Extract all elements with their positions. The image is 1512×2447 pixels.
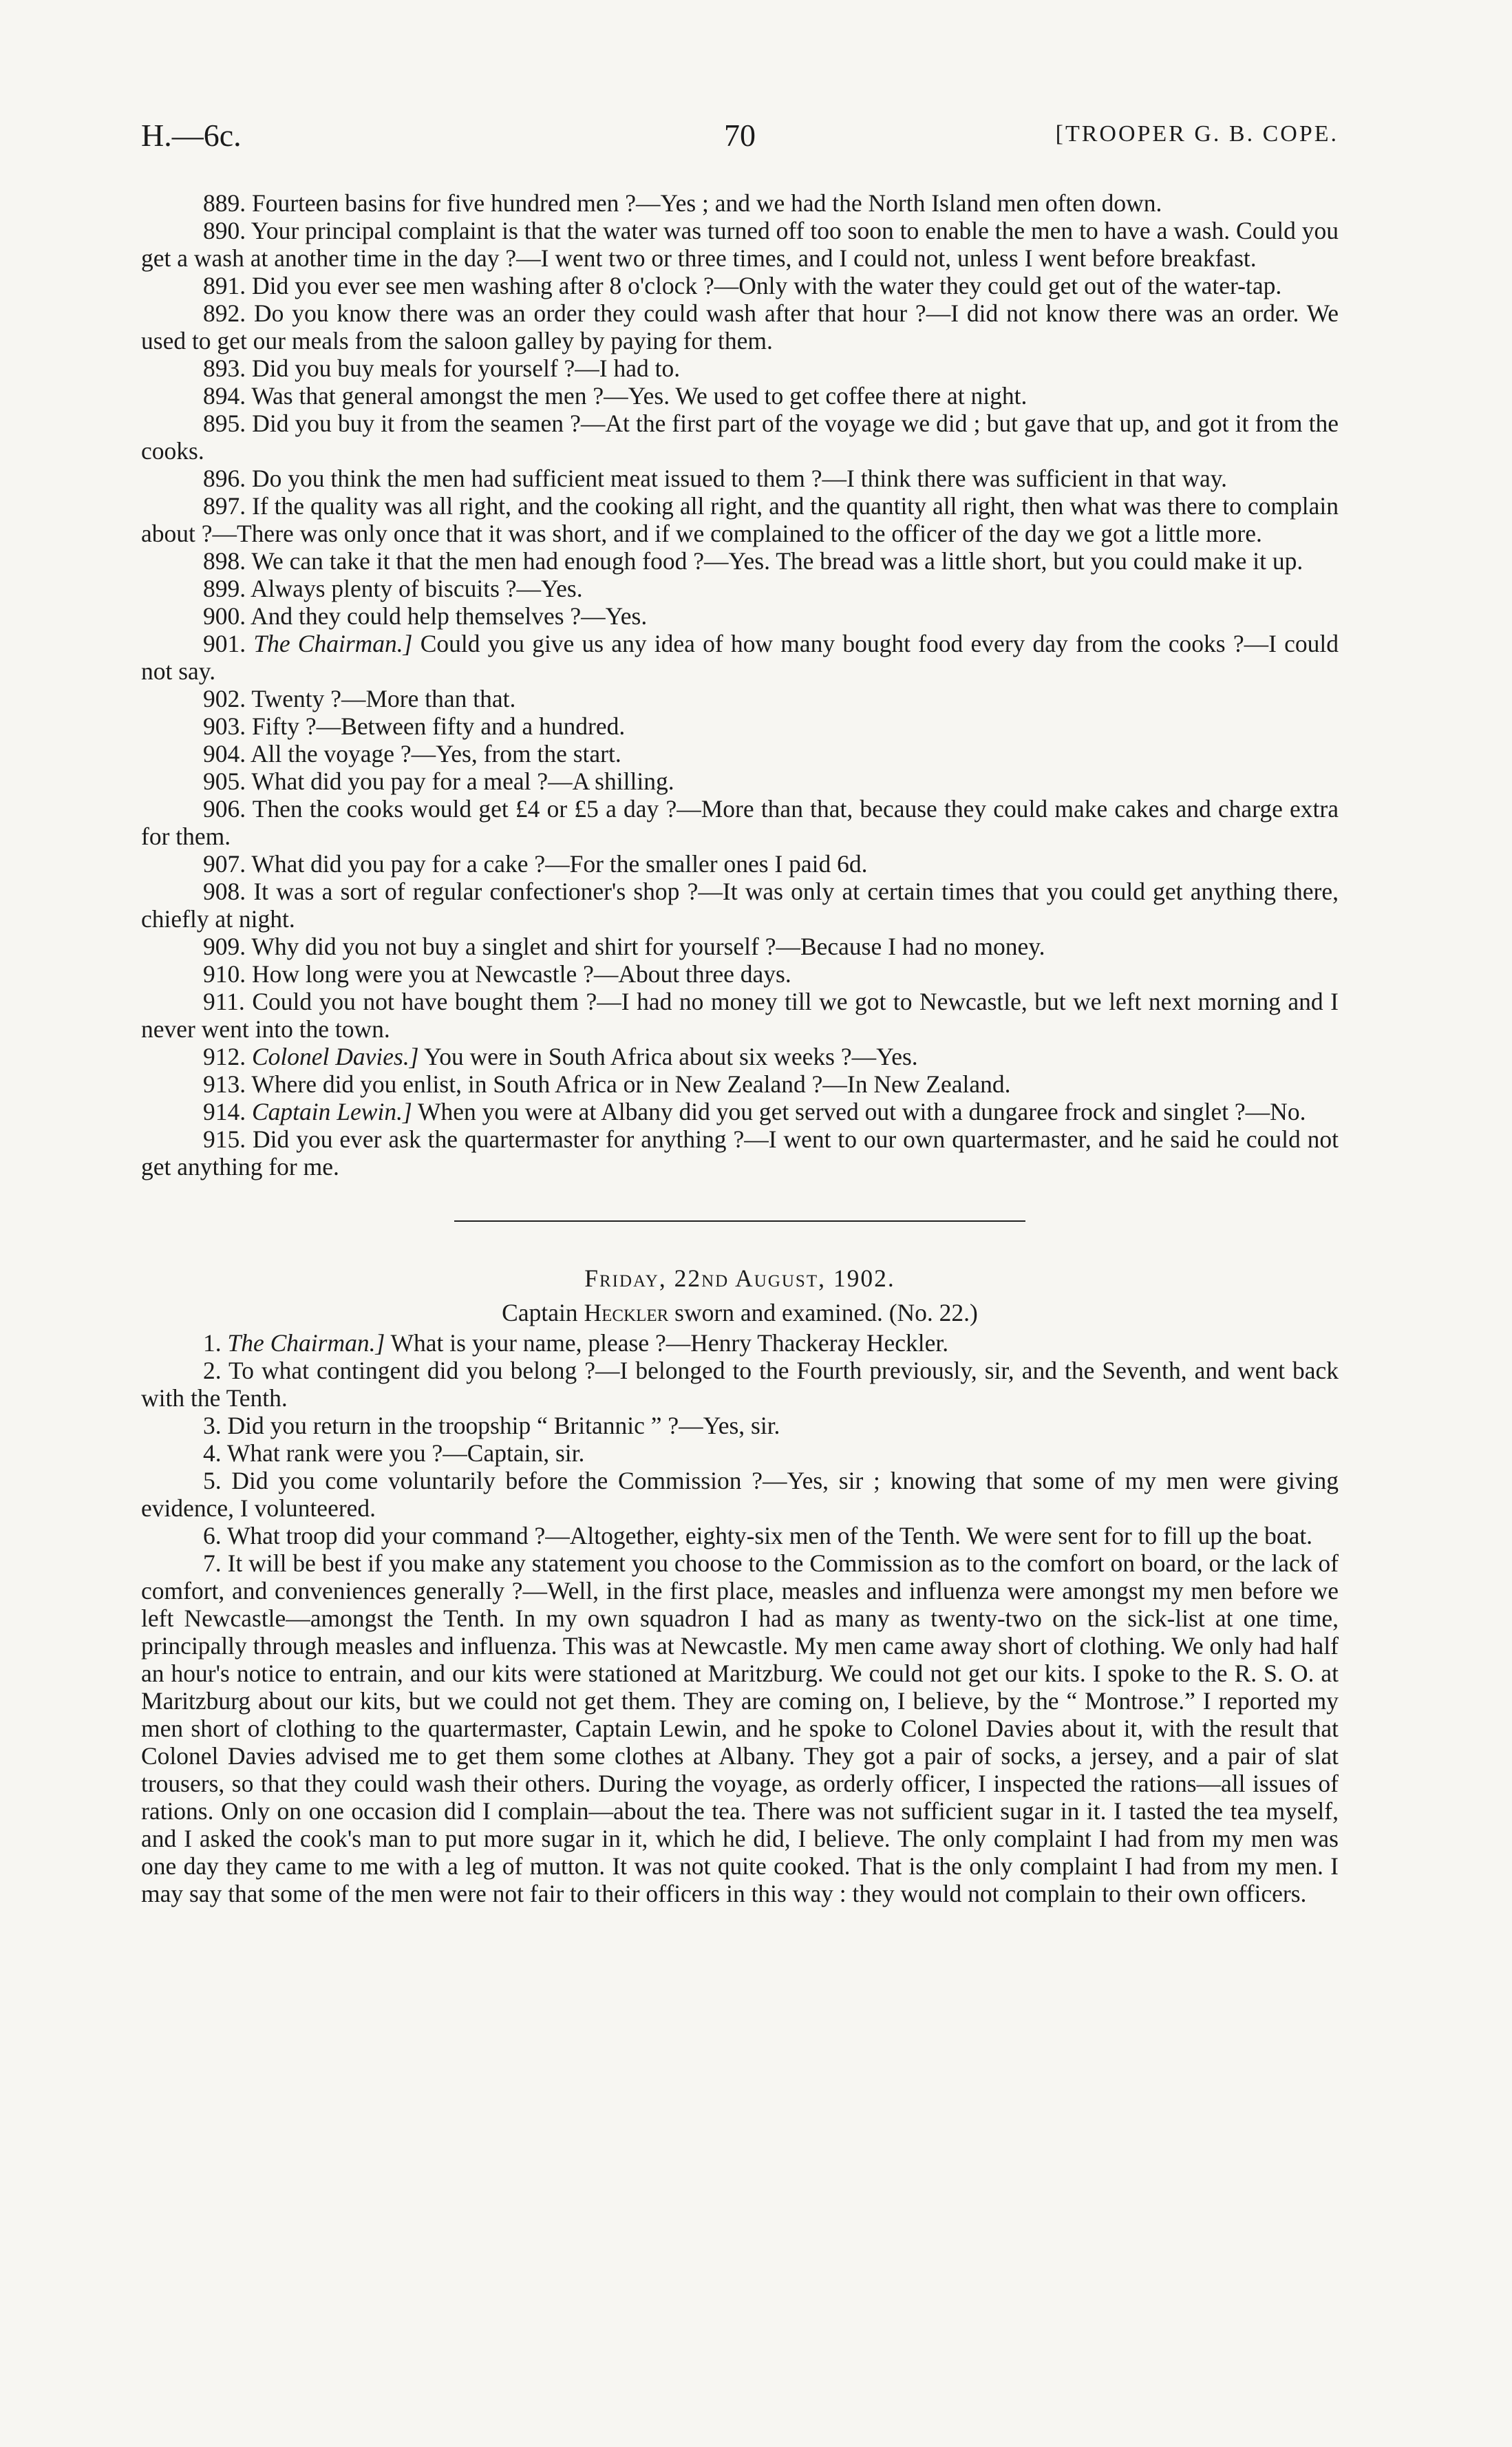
question-paragraph xyxy=(141,960,1339,988)
question-number: 895. xyxy=(203,410,246,437)
question-paragraph xyxy=(141,740,1339,767)
question-text: Could you not have bought them ?—I had no money till we got to Newcastle, but we left next morning and I never went into the town. xyxy=(141,988,1339,1043)
question-paragraph xyxy=(141,1098,1339,1125)
question-paragraph xyxy=(141,1549,1339,1907)
question-paragraph xyxy=(141,547,1339,575)
question-text: Where did you enlist, in South Africa or in New Zealand ?—In New Zealand. xyxy=(251,1070,1011,1098)
question-text: Could you give us any idea of how many bought food every day from the cooks ?—I could not say. xyxy=(141,630,1339,685)
question-text: What did you pay for a cake ?—For the smaller ones I paid 6d. xyxy=(251,850,868,878)
question-paragraph xyxy=(141,492,1339,547)
question-text: Did you ever ask the quartermaster for anything ?—I went to our own quartermaster, and he said he could not get anything for me. xyxy=(141,1125,1339,1180)
question-paragraph xyxy=(141,685,1339,712)
question-number: 912. xyxy=(203,1043,246,1070)
question-paragraph xyxy=(141,712,1339,740)
question-text: What is your name, please ?—Henry Thackeray Heckler. xyxy=(390,1329,949,1357)
witness-name: Heckler xyxy=(584,1299,669,1326)
question-text: What troop did your command ?—Altogether, eighty-six men of the Tenth. We were sent for to fill up the boat. xyxy=(226,1522,1313,1549)
question-number: 914. xyxy=(203,1098,246,1125)
question-paragraph xyxy=(141,217,1339,272)
question-paragraph xyxy=(141,465,1339,492)
question-number: 905. xyxy=(203,767,246,795)
question-text: Was that general amongst the men ?—Yes. We used to get coffee there at night. xyxy=(251,382,1027,410)
section-divider xyxy=(454,1220,1025,1222)
speaker-label: The Chairman.] xyxy=(253,630,413,657)
question-number: 892. xyxy=(203,299,246,327)
question-text: Fourteen basins for five hundred men ?—Yes ; and we had the North Island men often down. xyxy=(252,189,1162,217)
question-text: Did you buy meals for yourself ?—I had to. xyxy=(252,354,681,382)
question-number: 890. xyxy=(203,217,246,244)
question-paragraph xyxy=(141,767,1339,795)
question-paragraph xyxy=(141,1522,1339,1549)
question-paragraph xyxy=(141,1439,1339,1467)
question-paragraph xyxy=(141,630,1339,685)
question-paragraph xyxy=(141,1412,1339,1439)
question-text: Twenty ?—More than that. xyxy=(251,685,516,712)
question-text: If the quality was all right, and the cooking all right, and the quantity all right, then what was there to complain about ?—There was only once that it was short, and if we complained to the officer of the day we got a little more. xyxy=(141,492,1339,547)
question-number: 896. xyxy=(203,465,246,492)
question-number: 3. xyxy=(203,1412,222,1439)
question-text: Fifty ?—Between fifty and a hundred. xyxy=(252,712,626,740)
question-text: Did you come voluntarily before the Commission ?—Yes, sir ; knowing that some of my men were giving evidence, I volunteered. xyxy=(141,1467,1339,1522)
question-number: 903. xyxy=(203,712,246,740)
question-number: 904. xyxy=(203,740,246,767)
question-number: 901. xyxy=(203,630,246,657)
question-text: Did you buy it from the seamen ?—At the first part of the voyage we did ; but gave that up, and got it from the cooks. xyxy=(141,410,1339,465)
question-text: Do you know there was an order they could wash after that hour ?—I did not know there was an order. We used to get our meals from the saloon galley by paying for them. xyxy=(141,299,1339,354)
question-number: 889. xyxy=(203,189,246,217)
question-text: We can take it that the men had enough food ?—Yes. The bread was a little short, but you could make it up. xyxy=(251,547,1303,575)
question-number: 898. xyxy=(203,547,246,575)
question-number: 7. xyxy=(203,1549,222,1577)
page-number: 70 xyxy=(724,118,756,153)
question-number: 897. xyxy=(203,492,246,520)
body-text xyxy=(141,189,1339,1907)
speaker-label: Colonel Davies.] xyxy=(252,1043,419,1070)
question-text: Then the cooks would get £4 or £5 a day ?—More than that, because they could make cakes and charge extra for them. xyxy=(141,795,1339,850)
witness-rank: Captain xyxy=(502,1299,578,1326)
question-paragraph xyxy=(141,354,1339,382)
document-code: H.—6c. xyxy=(141,118,242,153)
question-text: You were in South Africa about six weeks ?—Yes. xyxy=(424,1043,918,1070)
question-number: 909. xyxy=(203,933,246,960)
question-number: 891. xyxy=(203,272,246,299)
question-text: When you were at Albany did you get served out with a dungaree frock and singlet ?—No. xyxy=(418,1098,1306,1125)
question-text: Always plenty of biscuits ?—Yes. xyxy=(251,575,583,602)
question-paragraph xyxy=(141,850,1339,878)
question-text: All the voyage ?—Yes, from the start. xyxy=(251,740,621,767)
speaker-label: Captain Lewin.] xyxy=(252,1098,412,1125)
question-number: 894. xyxy=(203,382,246,410)
question-paragraph xyxy=(141,1125,1339,1180)
question-text: What did you pay for a meal ?—A shilling. xyxy=(251,767,674,795)
testimony-cope xyxy=(141,189,1339,1180)
question-number: 911. xyxy=(203,988,245,1015)
question-number: 6. xyxy=(203,1522,222,1549)
question-paragraph xyxy=(141,988,1339,1043)
running-head: [TROOPER G. B. COPE. xyxy=(1055,121,1339,147)
question-paragraph xyxy=(141,1467,1339,1522)
witness-status: sworn and examined. (No. 22.) xyxy=(674,1299,978,1326)
session-date: Friday, 22nd August, 1902. xyxy=(584,1264,895,1292)
question-number: 1. xyxy=(203,1329,222,1357)
question-paragraph xyxy=(141,189,1339,217)
witness-heading xyxy=(141,1299,1339,1326)
question-text: How long were you at Newcastle ?—About three days. xyxy=(252,960,791,988)
question-paragraph xyxy=(141,272,1339,299)
question-paragraph xyxy=(141,1070,1339,1098)
question-text: And they could help themselves ?—Yes. xyxy=(251,602,648,630)
testimony-heckler xyxy=(141,1329,1339,1907)
question-text: It was a sort of regular confectioner's shop ?—It was only at certain times that you could get anything there, chiefly at night. xyxy=(141,878,1339,933)
page-header xyxy=(141,117,1339,158)
question-text: Your principal complaint is that the water was turned off too soon to enable the men to have a wash. Could you get a wash at another time in the day ?—I went two or three times, and I could not, unless I went before breakfast. xyxy=(141,217,1339,272)
question-paragraph xyxy=(141,878,1339,933)
question-text: Did you ever see men washing after 8 o'clock ?—Only with the water they could get out of the water-tap. xyxy=(252,272,1282,299)
question-number: 906. xyxy=(203,795,246,823)
speaker-label: The Chairman.] xyxy=(227,1329,385,1357)
question-text: Do you think the men had sufficient meat issued to them ?—I think there was sufficient in that way. xyxy=(252,465,1228,492)
question-number: 902. xyxy=(203,685,246,712)
question-number: 893. xyxy=(203,354,246,382)
question-text: To what contingent did you belong ?—I belonged to the Fourth previously, sir, and the Seventh, and went back with the Tenth. xyxy=(141,1357,1339,1412)
question-paragraph xyxy=(141,575,1339,602)
question-number: 4. xyxy=(203,1439,222,1467)
question-number: 900. xyxy=(203,602,246,630)
question-text: What rank were you ?—Captain, sir. xyxy=(226,1439,585,1467)
question-text: It will be best if you make any statement you choose to the Commission as to the comfort on board, or the lack of comfort, and conveniences generally ?—Well, in the first place, measles and influenza were amongst my men before we left Newcastle—amongst the Tenth. In my own squadron I had as many as twenty-two on the sick-list at one time, principally through measles and influenza. This was at Newcastle. My men came away short of clothing. We only had half an hour's notice to entrain, and our kits were stationed at Maritzburg. We could not get our kits. I spoke to the R. S. O. at Maritzburg about our kits, but we could not get them. They are coming on, I believe, by the “ Montrose.” I reported my men short of clothing to the quartermaster, Captain Lewin, and he spoke to Colonel Davies about it, with the result that Colonel Davies advised me to get them some clothes at Albany. They got a pair of socks, a jersey, and a pair of slat trousers, so that they could wash their others. During the voyage, as orderly officer, I inspected the rations—all issues of rations. Only on one occasion did I complain—about the tea. There was not sufficient sugar in it. I tasted the tea myself, and I asked the cook's man to put more sugar in it, which he did, I believe. The only complaint I had from my men was one day they came to me with a leg of mutton. It was not quite cooked. That is the only complaint I had from my men. I may say that some of the men were not fair to their officers in this way : they would not complain to their own officers. xyxy=(141,1549,1339,1907)
question-paragraph xyxy=(141,382,1339,410)
question-text: Why did you not buy a singlet and shirt for yourself ?—Because I had no money. xyxy=(251,933,1045,960)
question-number: 907. xyxy=(203,850,246,878)
question-number: 5. xyxy=(203,1467,222,1494)
question-number: 899. xyxy=(203,575,246,602)
question-paragraph xyxy=(141,299,1339,354)
question-number: 915. xyxy=(203,1125,246,1153)
question-paragraph xyxy=(141,1357,1339,1412)
question-paragraph xyxy=(141,795,1339,850)
question-paragraph xyxy=(141,410,1339,465)
question-text: Did you return in the troopship “ Britannic ” ?—Yes, sir. xyxy=(227,1412,780,1439)
question-paragraph xyxy=(141,933,1339,960)
question-number: 910. xyxy=(203,960,246,988)
question-number: 2. xyxy=(203,1357,222,1384)
question-paragraph xyxy=(141,602,1339,630)
question-paragraph xyxy=(141,1329,1339,1357)
question-number: 913. xyxy=(203,1070,246,1098)
question-number: 908. xyxy=(203,878,246,905)
question-paragraph xyxy=(141,1043,1339,1070)
